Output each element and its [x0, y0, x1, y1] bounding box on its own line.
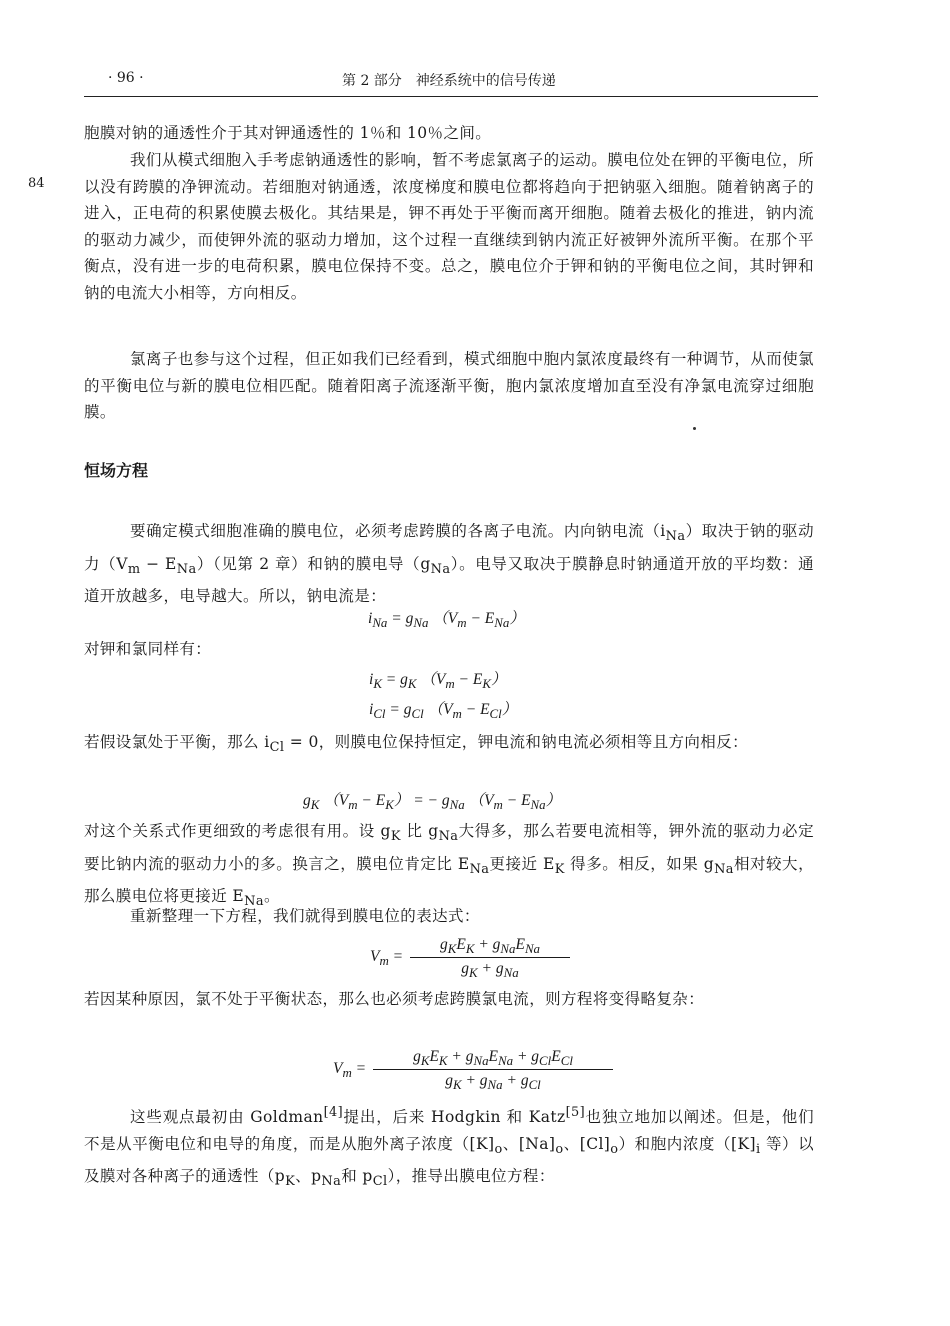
- fraction-denominator: $g_K + g_{Na}$: [461, 960, 519, 981]
- equation-sodium-current: $i_{Na} = g_{Na}$ $(V_m - E_{Na})$: [368, 610, 525, 631]
- paragraph-4: 要确定模式细胞准确的膜电位，必须考虑跨膜的各离子电流。内向钠电流$(i_{Na})$取决于钠的驱动力$(V_m - E_{Na})$（见第 2 章）和钠的膜电导$(g_{Na})$。电导又取决于膜静息时钠通道开放的平均数：通道开放越多，电导越大。所以，钠电流是：: [84, 522, 815, 606]
- paragraph-6: 若假设氯处于平衡，那么 $i_{Cl} = 0$，则膜电位保持恒定，钾电流和钠电流必须相等且方向相反：: [84, 733, 749, 756]
- equation-potassium-current: $i_K = g_K$ $(V_m - E_K)$: [369, 671, 507, 692]
- paragraph-5: 对钾和氯同样有：: [84, 640, 212, 658]
- fraction-numerator: $g_KE_K + g_{Na}E_{Na}$: [440, 936, 540, 957]
- paragraph-3: 氯离子也参与这个过程，但正如我们已经看到，模式细胞中胞内氯浓度最终有一种调节，从而使氯的平衡电位与新的膜电位相匹配。随着阳离子流逐渐平衡，胞内氯浓度增加直至没有净氯电流穿过细胞膜。: [84, 350, 814, 421]
- paragraph-10: 这些观点最初由 Goldman[4]提出，后来 Hodgkin 和 Katz[5]也独立地加以阐述。但是，他们不是从平衡电位和电导的角度，而是从胞外离子浓度（$[K]_o$、$[Na]_o$、$[Cl]_o$）和胞内浓度（$[K]_i$ 等）以及膜对各种离子的通透性（$p_K$、$p_{Na}$和 $p_{Cl}$），推导出膜电位方程：: [84, 1105, 814, 1190]
- paragraph-9: 若因某种原因，氯不处于平衡状态，那么也必须考虑跨膜氯电流，则方程将变得略复杂：: [84, 990, 705, 1008]
- equation-current-balance: $g_K$ $(V_m - E_K)$ = − $g_{Na}$ $(V_m - E_{Na})$: [303, 792, 562, 813]
- fraction-bar: [410, 957, 570, 958]
- margin-page-number: 84: [28, 176, 45, 191]
- equation-chloride-current: $i_{Cl} = g_{Cl}$ $(V_m - E_{Cl})$: [369, 701, 518, 722]
- equation-membrane-potential-chloride: [333, 1048, 613, 1094]
- paragraph-7: 对这个关系式作更细致的考虑很有用。设 $g_K$ 比 $g_{Na}$大得多，那么若要电流相等，钾外流的驱动力必定要比钠内流的驱动力小的多。换言之，膜电位肯定比 $E_{Na}$更接近 $E_K$ 得多。相反，如果 $g_{Na}$相对较大，那么膜电位将更接近 $E_{Na}$。: [84, 822, 814, 910]
- paragraph-8: 重新整理一下方程，我们就得到膜电位的表达式：: [130, 907, 480, 925]
- paragraph-2: 我们从模式细胞入手考虑钠通透性的影响，暂不考虑氯离子的运动。膜电位处在钾的平衡电位，所以没有跨膜的净钾流动。若细胞对钠通透，浓度梯度和膜电位都将趋向于把钠驱入细胞。随着钠离子的进入，正电荷的积累使膜去极化。其结果是，钾不再处于平衡而离开细胞。随着去极化的推进，钠内流的驱动力减少，而使钾外流的驱动力增加，这个过程一直继续到钠内流正好被钾外流所平衡。在那个平衡点，没有进一步的电荷积累，膜电位保持不变。总之，膜电位介于钾和钠的平衡电位之间，其时钾和钠的电流大小相等，方向相反。: [84, 151, 814, 302]
- fraction-lhs: $V_m$ =: [370, 948, 404, 969]
- section-heading: 恒场方程: [84, 461, 149, 480]
- fraction-lhs: $V_m$ =: [333, 1060, 367, 1081]
- stray-dot: [693, 427, 696, 430]
- running-title: 第 2 部分 神经系统中的信号传递: [342, 73, 556, 89]
- fraction-bar: [373, 1069, 613, 1070]
- paragraph-1: 胞膜对钠的通透性介于其对钾通透性的 1％和 10％之间。: [84, 124, 492, 142]
- page-number: · 96 ·: [108, 70, 144, 86]
- fraction-denominator: $g_K + g_{Na} + g_{Cl}$: [445, 1072, 541, 1093]
- equation-membrane-potential: [370, 936, 570, 982]
- running-header: [84, 70, 818, 97]
- fraction-numerator: $g_KE_K + g_{Na}E_{Na} + g_{Cl}E_{Cl}$: [413, 1048, 573, 1069]
